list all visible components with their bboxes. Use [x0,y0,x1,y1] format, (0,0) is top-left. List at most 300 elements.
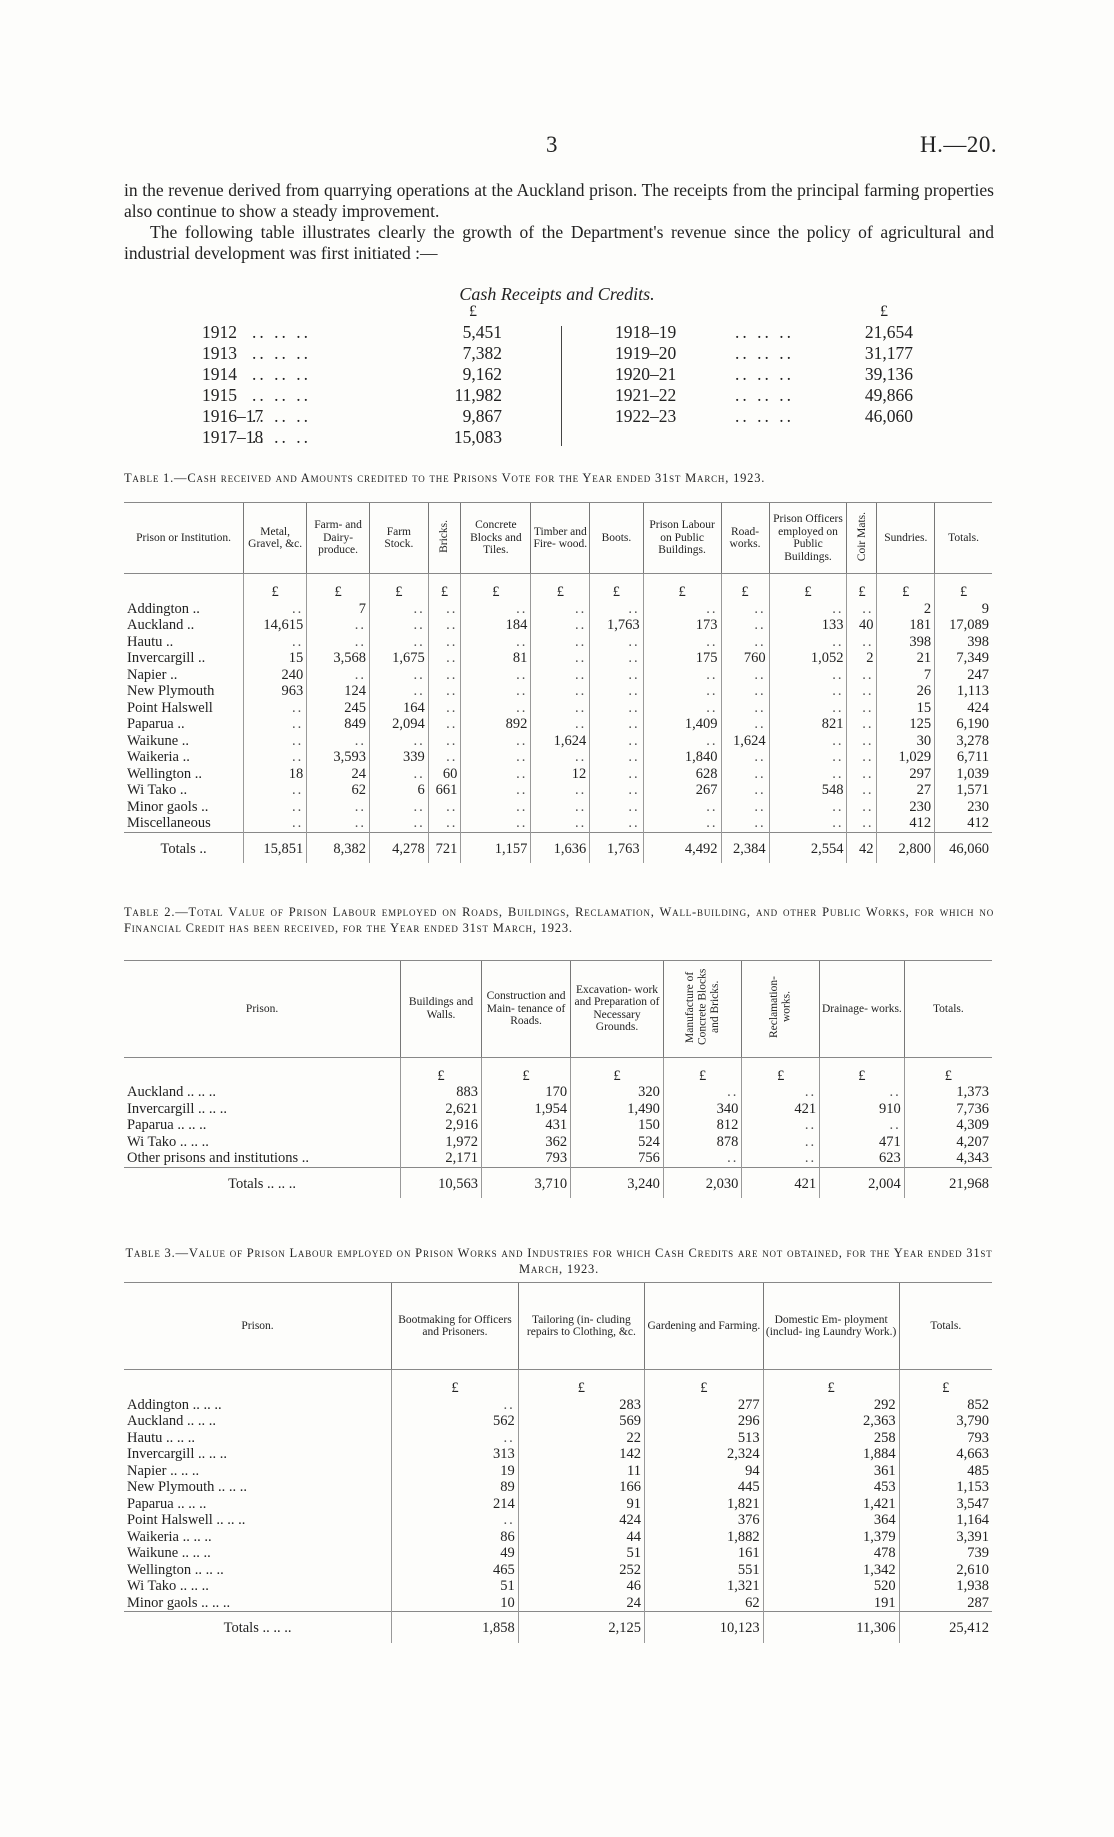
cell-value: .. [392,1430,519,1447]
cell-value: .. [461,634,531,651]
cell-value: .. [742,1150,820,1167]
unit-cell [124,1057,401,1084]
cell-value: .. [742,1134,820,1151]
cell-value: 3,547 [899,1496,992,1513]
cell-value: 51 [518,1545,644,1562]
row-label: Wi Tako .. [127,782,188,798]
cell-value: 175 [643,650,721,667]
cell-value: .. [369,667,428,684]
total-value: 2,125 [518,1612,644,1643]
cell-value: .. [847,634,877,651]
cell-value: .. [769,634,847,651]
cell-value: .. [461,683,531,700]
cash-row [615,364,913,385]
cell-value: .. [820,1117,905,1134]
cell-value: 81 [461,650,531,667]
table-head [124,1283,992,1370]
cell-value: 1,321 [645,1578,764,1595]
unit-cell: £ [645,1370,764,1397]
unit-cell: £ [763,1370,899,1397]
column-header: Construction and Main- tenance of Roads. [481,961,570,1058]
cell-value: .. [721,601,769,618]
leader-dots: .. .. .. [252,427,311,447]
column-header: Prison or Institution. [124,503,244,574]
cell-value: .. [721,667,769,684]
cell-value: 283 [518,1397,644,1414]
cell-value: .. [643,799,721,816]
column-header: Road- works. [721,503,769,574]
table-row [124,1545,992,1562]
cell-value: .. [369,617,428,634]
table-row [124,683,992,700]
cell-value: .. [392,1397,519,1414]
cell-value: .. [769,683,847,700]
cell-value: .. [461,815,531,832]
column-header: Drainage- works. [820,961,905,1058]
cell-value: .. [769,733,847,750]
column-header-text: Bricks. [438,519,451,553]
cell-value: .. [643,733,721,750]
unit-cell: £ [481,1057,570,1084]
cell-value: 7 [307,601,370,618]
total-value: 25,412 [899,1612,992,1643]
cell-value: 485 [899,1463,992,1480]
cell-value: 963 [244,683,307,700]
column-header [663,961,741,1058]
cash-amount: 9,867 [462,406,502,426]
column-header [428,503,461,574]
column-header: Timber and Fire- wood. [531,503,590,574]
cell-value: 7,349 [935,650,992,667]
cell-value: 661 [428,782,461,799]
cell-value: 230 [877,799,935,816]
cell-value: 86 [392,1529,519,1546]
cell-value: .. [663,1084,741,1101]
totals-label: Totals .. [124,832,244,863]
cell-value: 2,363 [763,1413,899,1430]
unit-cell: £ [461,574,531,601]
cell-value: 94 [645,1463,764,1480]
cell-value: .. [307,733,370,750]
table-head [124,961,992,1058]
cell-value: 1,052 [769,650,847,667]
cell-value: 181 [877,617,935,634]
cell-value: 1,840 [643,749,721,766]
cell-value: .. [643,815,721,832]
row-label: Invercargill .. [127,650,206,666]
row-label: Wi Tako .. .. .. [127,1578,209,1594]
unit-cell: £ [742,1057,820,1084]
cell-value: .. [531,815,590,832]
cell-value: .. [643,700,721,717]
column-header: Domestic Em- ployment (includ- ing Laundry Work.) [763,1283,899,1370]
cell-value: .. [531,716,590,733]
cell-value: 142 [518,1446,644,1463]
column-header: Farm- and Dairy- produce. [307,503,370,574]
cash-year: 1914 [202,364,237,384]
page-number: 3 [546,132,558,157]
column-header: Farm Stock. [369,503,428,574]
cash-year: 1922–23 [615,406,677,426]
cell-value: 2,610 [899,1562,992,1579]
cell-value: .. [643,601,721,618]
cell-value: 247 [935,667,992,684]
table-row [124,1397,992,1414]
column-header: Excavation- work and Preparation of Necessary Grounds. [571,961,664,1058]
cell-value: 524 [571,1134,664,1151]
document-code: H.—20. [920,132,998,157]
row-label: Auckland .. .. .. [127,1413,216,1429]
cell-value: 1,821 [645,1496,764,1513]
table-row [124,601,992,618]
cell-value: .. [721,617,769,634]
row-label: Waikeria .. [127,749,190,765]
cell-value: 62 [645,1595,764,1612]
row-label: Wellington .. .. .. [127,1561,224,1578]
cell-value: 173 [643,617,721,634]
column-header-text: Manufacture of Concrete Blocks and Bricks. [683,968,721,1046]
cell-value: .. [721,782,769,799]
cell-value: .. [721,799,769,816]
cell-value: 1,153 [899,1479,992,1496]
cash-currency-right: £ [880,303,888,320]
table-body [124,574,992,864]
cell-value: 793 [481,1150,570,1167]
cell-value: 258 [763,1430,899,1447]
cell-value: .. [369,815,428,832]
cash-amount: 9,162 [462,364,502,384]
cash-year: 1919–20 [615,343,677,363]
cell-value: 89 [392,1479,519,1496]
cell-value: .. [244,601,307,618]
cell-value: .. [531,650,590,667]
row-label: New Plymouth .. .. .. [127,1479,248,1495]
cell-value: 3,278 [935,733,992,750]
leader-dots: .. .. .. [735,406,794,426]
cell-value: 2 [877,601,935,618]
cell-value: .. [590,815,643,832]
cell-value: .. [590,782,643,799]
cell-value: 756 [571,1150,664,1167]
cell-value: .. [369,683,428,700]
cell-value: .. [742,1117,820,1134]
cell-value: 51 [392,1578,519,1595]
cell-value: 1,938 [899,1578,992,1595]
cell-value: .. [461,749,531,766]
unit-cell: £ [244,574,307,601]
cell-value: .. [721,634,769,651]
cash-amount: 31,177 [864,343,913,363]
cell-value: 24 [307,766,370,783]
cash-year: 1915 [202,385,237,405]
total-value: 2,030 [663,1167,741,1198]
table1-caption: Table 1.—Cash received and Amounts credited to the Prisons Vote for the Year ended 31st March, 1923. [124,471,766,485]
cell-value: .. [742,1084,820,1101]
cell-value: 1,421 [763,1496,899,1513]
cell-value: .. [769,601,847,618]
unit-cell: £ [643,574,721,601]
table-row [124,733,992,750]
table-row [124,1430,992,1447]
cash-year: 1916–17 [202,406,264,426]
cell-value: .. [244,749,307,766]
row-label: Minor gaols .. [127,798,209,815]
cell-value: 4,663 [899,1446,992,1463]
row-label: Paparua .. .. .. [127,1495,207,1512]
cell-value: .. [721,700,769,717]
total-value: 1,763 [590,832,643,863]
cell-value: .. [428,815,461,832]
row-label: New Plymouth [127,683,215,699]
table-row [124,1117,992,1134]
cell-value: 812 [663,1117,741,1134]
cell-value: 133 [769,617,847,634]
unit-cell: £ [571,1057,664,1084]
totals-row [124,1612,992,1643]
total-value: 421 [742,1167,820,1198]
cell-value: .. [847,815,877,832]
cell-value: .. [307,667,370,684]
cell-value: .. [769,749,847,766]
paragraph-1: in the revenue derived from quarrying operations at the Auckland prison. The receipts from the principal farming properties also continue to show a steady improvement. [124,180,994,221]
cell-value: .. [428,650,461,667]
cell-value: 398 [877,634,935,651]
cell-value: 1,972 [401,1134,482,1151]
unit-cell: £ [590,574,643,601]
table-row [124,782,992,799]
row-label: Other prisons and institutions .. [127,1150,310,1166]
cell-value: .. [847,749,877,766]
cell-value: 339 [369,749,428,766]
cell-value: 1,882 [645,1529,764,1546]
cell-value: .. [769,700,847,717]
cell-value: 6 [369,782,428,799]
header-row [124,503,992,574]
total-value: 10,123 [645,1612,764,1643]
unit-cell: £ [769,574,847,601]
cell-value: 2,094 [369,716,428,733]
cell-value: .. [847,667,877,684]
cell-value: 164 [369,700,428,717]
cell-value: .. [244,733,307,750]
table-row [124,1463,992,1480]
cell-value: .. [461,799,531,816]
cell-value: .. [847,799,877,816]
cell-value: 27 [877,782,935,799]
cell-value: .. [461,782,531,799]
cell-value: .. [590,766,643,783]
cell-value: 362 [481,1134,570,1151]
total-value: 2,554 [769,832,847,863]
cash-currency-left: £ [469,303,477,320]
cash-row [202,427,502,448]
row-label: Wellington .. [127,765,202,782]
leader-dots: .. .. .. [735,364,794,384]
cell-value: 4,309 [904,1117,992,1134]
cash-divider [561,326,562,446]
cell-value: 361 [763,1463,899,1480]
total-value: 2,800 [877,832,935,863]
cell-value: 2,916 [401,1117,482,1134]
cell-value: 124 [307,683,370,700]
row-label: Waikeria .. .. .. [127,1528,212,1545]
cell-value: 471 [820,1134,905,1151]
column-header: Totals. [935,503,992,574]
cell-value: .. [307,799,370,816]
table-row [124,815,992,832]
total-value: 42 [847,832,877,863]
cell-value: 166 [518,1479,644,1496]
cell-value: 252 [518,1562,644,1579]
cash-row [202,343,502,364]
cell-value: .. [369,601,428,618]
cell-value: .. [307,815,370,832]
column-header [742,961,820,1058]
cell-value: .. [643,634,721,651]
cell-value: 376 [645,1512,764,1529]
cell-value: 15 [244,650,307,667]
cell-value: 2,171 [401,1150,482,1167]
header-row [124,1283,992,1370]
row-label: Hautu .. [127,633,174,650]
column-header: Gardening and Farming. [645,1283,764,1370]
table-row [124,1578,992,1595]
cell-value: 292 [763,1397,899,1414]
cell-value: .. [244,815,307,832]
cell-value: 18 [244,766,307,783]
unit-cell: £ [518,1370,644,1397]
cell-value: 3,391 [899,1529,992,1546]
cell-value: 465 [392,1562,519,1579]
cash-row [202,385,502,406]
cell-value: 26 [877,683,935,700]
cell-value: .. [847,782,877,799]
cash-year: 1917–18 [202,427,264,447]
cell-value: 1,029 [877,749,935,766]
cell-value: .. [428,749,461,766]
cell-value: 62 [307,782,370,799]
table-row [124,1529,992,1546]
unit-cell: £ [307,574,370,601]
column-header: Concrete Blocks and Tiles. [461,503,531,574]
total-value: 4,278 [369,832,428,863]
cell-value: .. [721,716,769,733]
column-header: Bootmaking for Officers and Prisoners. [392,1283,519,1370]
leader-dots: .. .. .. [252,343,311,363]
table-row [124,1084,992,1101]
column-header: Sundries. [877,503,935,574]
column-header: Tailoring (in- cluding repairs to Clothing, &c. [518,1283,644,1370]
total-value: 1,636 [531,832,590,863]
leader-dots: .. .. .. [735,322,794,342]
cash-row [615,343,913,364]
total-value: 46,060 [935,832,992,863]
cell-value: .. [531,617,590,634]
cell-value: 21 [877,650,935,667]
cash-row [202,322,502,343]
cell-value: .. [721,766,769,783]
cell-value: 320 [571,1084,664,1101]
cell-value: 453 [763,1479,899,1496]
cell-value: 60 [428,766,461,783]
cell-value: 313 [392,1446,519,1463]
table-row [124,749,992,766]
column-header: Metal, Gravel, &c. [244,503,307,574]
unit-cell: £ [721,574,769,601]
unit-cell: £ [392,1370,519,1397]
cell-value: 1,624 [531,733,590,750]
unit-row [124,574,992,601]
cell-value: 424 [935,700,992,717]
cash-year: 1913 [202,343,237,363]
table-head [124,503,992,574]
cell-value: .. [590,601,643,618]
unit-cell: £ [663,1057,741,1084]
cell-value: 628 [643,766,721,783]
cell-value: 1,164 [899,1512,992,1529]
total-value: 10,563 [401,1167,482,1198]
totals-label: Totals .. .. .. [124,1167,401,1198]
unit-cell: £ [369,574,428,601]
cell-value: 1,884 [763,1446,899,1463]
cell-value: .. [769,667,847,684]
table2 [124,960,992,1198]
cell-value: .. [721,749,769,766]
cell-value: 562 [392,1413,519,1430]
cell-value: .. [244,716,307,733]
totals-row [124,832,992,863]
total-value: 11,306 [763,1612,899,1643]
table-row [124,650,992,667]
leader-dots: .. .. .. [252,385,311,405]
cell-value: 892 [461,716,531,733]
cash-year: 1920–21 [615,364,677,384]
cell-value: 4,207 [904,1134,992,1151]
unit-row [124,1057,992,1084]
column-header: Totals. [899,1283,992,1370]
cell-value: .. [428,733,461,750]
cell-value: .. [428,700,461,717]
table-row [124,1150,992,1167]
cell-value: 2,621 [401,1101,482,1118]
cell-value: 4,343 [904,1150,992,1167]
cell-value: .. [428,716,461,733]
table-row [124,634,992,651]
cell-value: 520 [763,1578,899,1595]
cell-value: .. [531,667,590,684]
table-row [124,1479,992,1496]
cell-value: 24 [518,1595,644,1612]
cell-value: 739 [899,1545,992,1562]
cell-value: 17,089 [935,617,992,634]
cell-value: .. [721,683,769,700]
cell-value: 1,624 [721,733,769,750]
leader-dots: .. .. .. [252,364,311,384]
cell-value: 214 [392,1496,519,1513]
cash-amount: 46,060 [864,406,913,426]
cell-value: .. [590,700,643,717]
cell-value: .. [531,782,590,799]
unit-cell: £ [531,574,590,601]
row-label: Napier .. .. .. [127,1462,200,1479]
cell-value: 551 [645,1562,764,1579]
cell-value: 10 [392,1595,519,1612]
cell-value: 1,954 [481,1101,570,1118]
column-header: Prison. [124,961,401,1058]
cell-value: 760 [721,650,769,667]
row-label: Auckland .. .. .. [127,1084,216,1100]
cell-value: 1,490 [571,1101,664,1118]
